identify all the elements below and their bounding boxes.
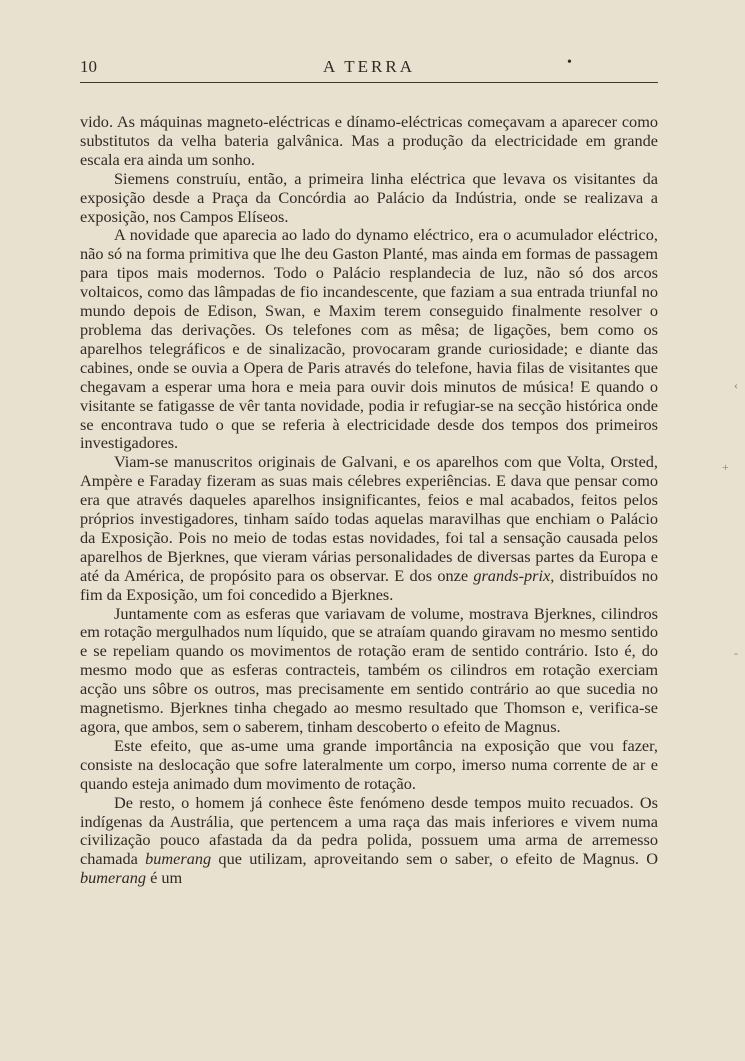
italic-term: bumerang: [145, 849, 212, 869]
paragraph: [80, 170, 658, 227]
text-run: Siemens construíu, então, a primeira linha eléctrica que levava os visitantes da exposição desde a Praça da Concórdia ao Palácio da Indústria, onde se realizava a exposição, nos Campos Elíseos.: [80, 168, 658, 226]
margin-speck: +: [722, 460, 729, 474]
text-run: A novidade que aparecia ao lado do dynamo eléctrico, era o acumulador eléctrico, não só na forma primitiva que lhe deu Gaston Planté, mas ainda em formas de passagem para tipos mais modernos. Todo o Palácio resplandecia de luz, não só dos arcos voltaicos, como das lâmpadas de fio incandescente, que faziam a sua entrada triunfal no mundo depois de Edison, Swan, e Maxim terem conseguido finalmente resolver o problema das derivações. Os telefones com as mêsa; de ligações, bem como os aparelhos telegráficos e de sinalizacão, provocaram grande curiosidade; e diante das cabines, onde se ouvia a Opera de Paris através do telefone, havia filas de visitantes que chegavam a esperar uma hora e meia para ouvir dois minutos de música! E quando o visitante se fatigasse de vêr tanta novidade, podia ir refugiar-se na secção histórica onde se encontrava tudo o que se referia à electricidade desde dos tempos dos primeiros investigadores.: [80, 225, 658, 453]
text-run: distribuídos no fim da Exposição, um foi concedido a Bjerknes.: [80, 565, 658, 604]
margin-speck: ‹: [734, 378, 738, 392]
text-run: vido. As máquinas magneto-eléctricas e dínamo-eléctricas começavam a aparecer como substitutos da velha bateria galvânica. Mas a produção da electricidade em grande escala era ainda um sonho.: [80, 112, 658, 169]
page-number: 10: [80, 57, 97, 76]
running-title: A TERRA: [322, 57, 415, 76]
italic-term: grands-prix,: [473, 565, 555, 585]
text-run: De resto, o homem já conhece êste fenómeno desde tempos muito recuados. Os indígenas da Austrália, que pertencem a uma raça das mais inferiores e vivem numa civilização pouco afastada da da pedra polida, possuem uma arma de arremesso chamada: [80, 792, 658, 869]
paragraph: [80, 453, 658, 604]
text-run: Juntamente com as esferas que variavam de volume, mostrava Bjerknes, cilindros em rotação mergulhados num líquido, que se atraíam quando giravam no mesmo sentido e se repeliam quando os movimentos de rotação eram de sentido contrário. Isto é, do mesmo modo que as esferas contracteis, também os cilindros em rotação exerciam acção uns sôbre os outros, mas precisamente em sentido contrário ao que sucedia no magnetismo. Bjerknes tinha chegado ao mesmo resultado que Thomson e, verifica-se agora, que ambos, sem o saberem, tinham descoberto o efeito de Magnus.: [80, 603, 658, 736]
paragraph: [80, 605, 658, 737]
paragraph: [80, 794, 658, 889]
text-run: é um: [146, 868, 183, 888]
paragraph: [80, 737, 658, 794]
page-header: [80, 57, 658, 83]
header-rule: [80, 82, 658, 83]
header-dot-mark: •: [567, 55, 572, 70]
paragraph: [80, 113, 658, 170]
paragraph: [80, 226, 658, 453]
margin-speck: -: [734, 646, 738, 660]
text-run: Viam-se manuscritos originais de Galvani, e os aparelhos com que Volta, Orsted, Ampère e Faraday fizeram as suas mais célebres experiências. E dava que pensar como era que através daqueles aparelhos insignificantes, feios e mal acabados, feitos pelos próprios investigadores, tinham saído todas aquelas maravilhas que enchiam o Palácio da Exposição. Pois no meio de todas estas novidades, foi tal a sensação causada pelos aparelhos de Bjerknes, que vieram várias personalidades de diversas partes da Europa e até da América, de propósito para os observar. E dos onze: [80, 452, 658, 585]
text-run: que utilizam, aproveitando sem o saber, o efeito de Magnus. O: [211, 849, 658, 869]
body-text: [80, 113, 658, 888]
italic-term: bumerang: [80, 868, 147, 888]
text-run: Este efeito, que as-ume uma grande importância na exposição que vou fazer, consiste na deslocação que sofre lateralmente um corpo, imerso numa corrente de ar e quando esteja animado dum movimento de rotação.: [80, 735, 658, 793]
